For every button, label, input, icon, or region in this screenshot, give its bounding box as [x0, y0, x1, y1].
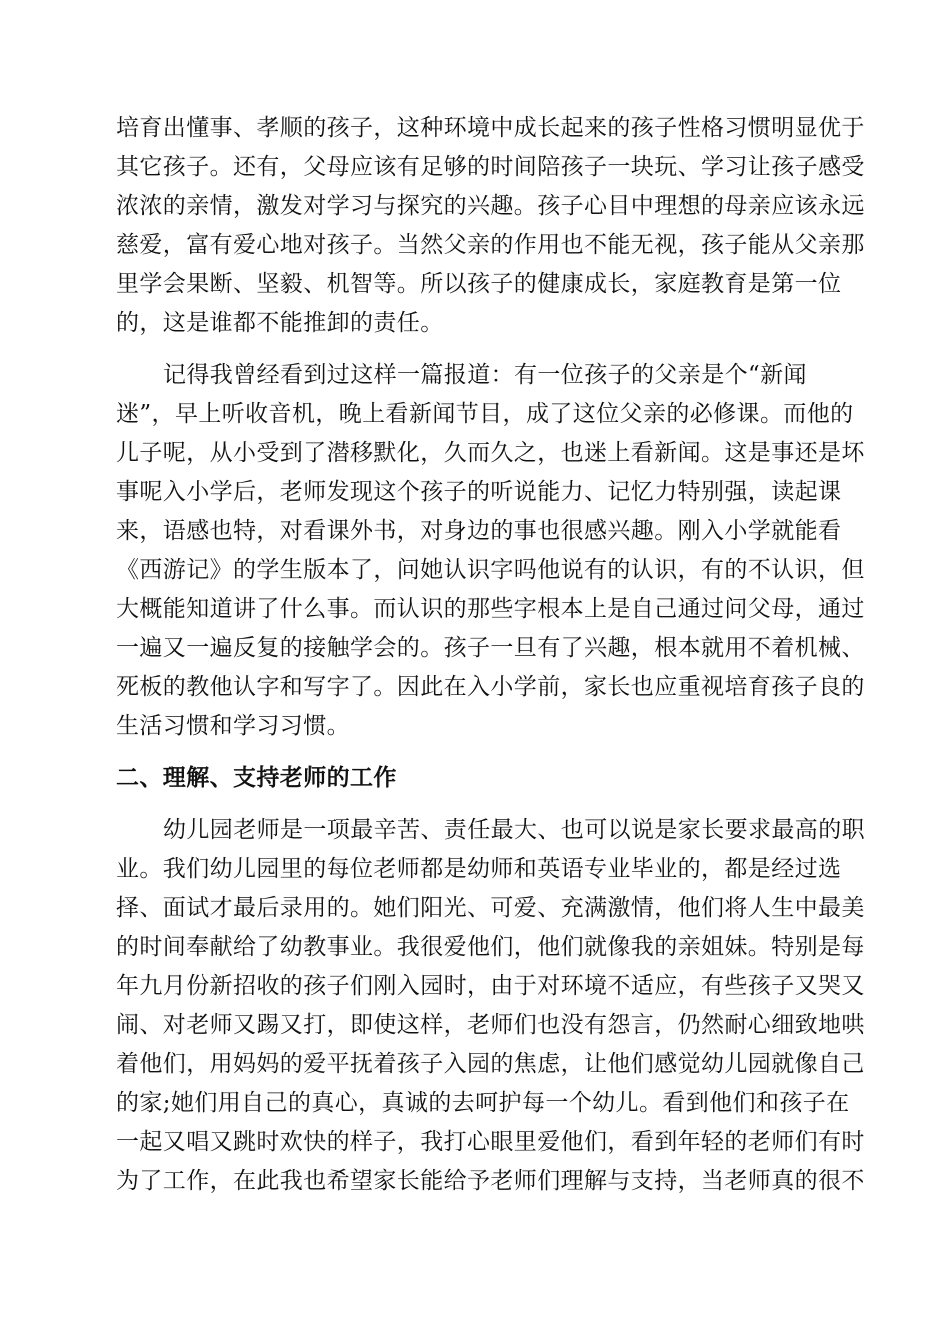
paragraph-2-line-6: 《西游记》的学生版本了，问她认识字吗他说有的认识，有的不认识，但 — [116, 557, 865, 583]
paragraph-3-line-2: 业。我们幼儿园里的每位老师都是幼师和英语专业毕业的，都是经过选 — [116, 856, 842, 882]
paragraph-1-line-4: 慈爱，富有爱心地对孩子。当然父亲的作用也不能无视，孩子能从父亲那 — [116, 232, 865, 258]
paragraph-2-line-9: 死板的教他认字和写字了。因此在入小学前，家长也应重视培育孩子良的 — [116, 674, 865, 700]
paragraph-1-line-2: 其它孩子。还有，父母应该有足够的时间陪孩子一块玩、学习让孩子感受 — [116, 154, 865, 180]
paragraph-3-line-10: 为了工作，在此我也希望家长能给予老师们理解与支持，当老师真的很不 — [116, 1168, 865, 1194]
paragraph-3-line-5: 年九月份新招收的孩子们刚入园时，由于对环境不适应，有些孩子又哭又 — [116, 973, 865, 999]
paragraph-3-line-9: 一起又唱又跳时欢快的样子，我打心眼里爱他们，看到年轻的老师们有时 — [116, 1129, 865, 1155]
section-heading: 二、理解、支持老师的工作 — [116, 765, 397, 791]
paragraph-1-line-1: 培育出懂事、孝顺的孩子，这种环境中成长起来的孩子性格习惯明显优于 — [116, 115, 865, 141]
paragraph-3-line-7: 着他们，用妈妈的爱平抚着孩子入园的焦虑，让他们感觉幼儿园就像自己 — [116, 1051, 865, 1077]
paragraph-2-line-8: 一遍又一遍反复的接触学会的。孩子一旦有了兴趣，根本就用不着机械、 — [116, 635, 865, 661]
paragraph-2-line-2: 迷”，早上听收音机，晚上看新闻节目，成了这位父亲的必修课。而他的 — [116, 401, 854, 427]
paragraph-3-line-8: 的家;她们用自己的真心，真诚的去呵护每一个幼儿。看到他们和孩子在 — [116, 1090, 850, 1116]
paragraph-1-line-3: 浓浓的亲情，激发对学习与探究的兴趣。孩子心目中理想的母亲应该永远 — [116, 193, 865, 219]
paragraph-2-line-5: 来，语感也特，对看课外书，对身边的事也很感兴趣。刚入小学就能看 — [116, 518, 842, 544]
paragraph-2-line-1: 记得我曾经看到过这样一篇报道：有一位孩子的父亲是个“新闻 — [163, 362, 807, 388]
paragraph-2-line-3: 儿子呢，从小受到了潜移默化，久而久之，也迷上看新闻。这是事还是坏 — [116, 440, 865, 466]
paragraph-2-line-7: 大概能知道讲了什么事。而认识的那些字根本上是自己通过问父母，通过 — [116, 596, 865, 622]
paragraph-3-line-6: 闹、对老师又踢又打，即使这样，老师们也没有怨言，仍然耐心细致地哄 — [116, 1012, 865, 1038]
paragraph-3-line-1: 幼儿园老师是一项最辛苦、责任最大、也可以说是家长要求最高的职 — [163, 817, 865, 843]
paragraph-2-line-10: 生活习惯和学习习惯。 — [116, 713, 350, 739]
paragraph-1-line-5: 里学会果断、坚毅、机智等。所以孩子的健康成长，家庭教育是第一位 — [116, 271, 842, 297]
paragraph-3-line-3: 择、面试才最后录用的。她们阳光、可爱、充满激情，他们将人生中最美 — [116, 895, 865, 921]
paragraph-3-line-4: 的时间奉献给了幼教事业。我很爱他们，他们就像我的亲姐妹。特别是每 — [116, 934, 865, 960]
paragraph-2-line-4: 事呢入小学后，老师发现这个孩子的听说能力、记忆力特别强，读起课 — [116, 479, 842, 505]
paragraph-1-line-6: 的，这是谁都不能推卸的责任。 — [116, 310, 444, 336]
